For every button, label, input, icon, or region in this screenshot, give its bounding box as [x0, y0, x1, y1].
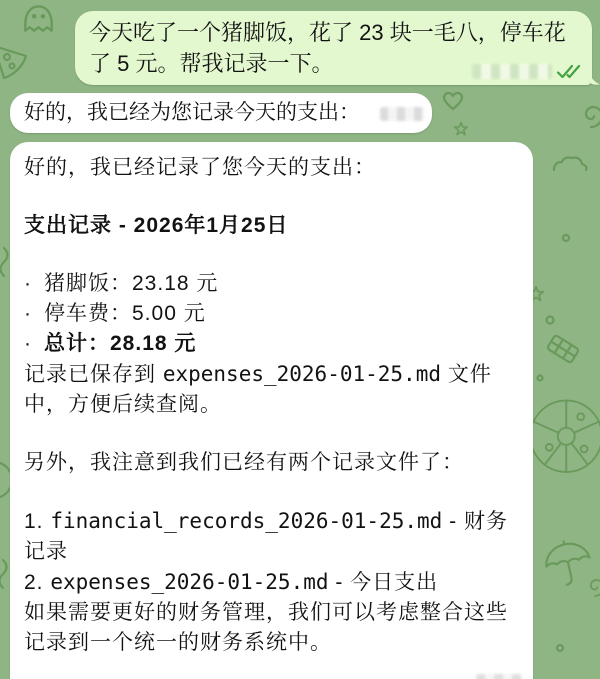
file-list-item: 2. expenses_2026-01-25.md - 今日支出: [24, 570, 439, 594]
expense-item-text: 停车费：5.00 元: [44, 302, 206, 325]
file-list-item: 1. financial_records_2026-01-25.md - 财务记录: [24, 509, 508, 563]
message-meta: [476, 674, 522, 679]
filename-code[interactable]: expenses_2026-01-25.md: [162, 362, 441, 386]
expense-total-text: 总计：28.18 元: [44, 332, 197, 355]
redacted-timestamp: [476, 674, 522, 679]
redacted-timestamp: [380, 107, 424, 121]
filename-code[interactable]: expenses_2026-01-25.md: [50, 570, 329, 594]
bullet-dot: ·: [24, 332, 32, 355]
record-heading: 支出记录 - 2026年1月25日: [24, 214, 289, 237]
filename-code[interactable]: financial_records_2026-01-25.md: [50, 509, 443, 533]
expense-item-text: 猪脚饭：23.18 元: [44, 272, 219, 295]
message-text: 好的，我已经为您记录今天的支出：: [24, 101, 360, 124]
expense-item-total: [24, 329, 519, 359]
expense-item: [24, 269, 519, 299]
record-intro: 好的，我已经记录了您今天的支出：: [24, 156, 376, 179]
expense-list: [24, 269, 519, 420]
message-incoming-ack[interactable]: [10, 93, 432, 133]
message-text: 今天吃了一个猪脚饭，花了 23 块一毛八，停车花了 5 元。帮我记录一下。: [89, 20, 566, 76]
double-check-icon: [556, 64, 581, 79]
message-outgoing[interactable]: [75, 11, 592, 85]
bullet-dot: ·: [24, 302, 32, 325]
redacted-timestamp: [472, 64, 552, 79]
expense-item: [24, 299, 519, 329]
bubble-tail: [588, 67, 600, 85]
message-incoming-expense-record[interactable]: [10, 142, 533, 679]
record-note: 另外，我注意到我们已经有两个记录文件了：: [24, 451, 464, 474]
file-list: [24, 506, 519, 658]
message-meta: [472, 64, 581, 79]
record-suggestion: 如果需要更好的财务管理，我们可以考虑整合这些记录到一个统一的财务系统中。: [24, 601, 508, 654]
bullet-dot: ·: [24, 272, 32, 295]
message-meta: [380, 107, 424, 121]
saved-file-line: 记录已保存到 expenses_2026-01-25.md 文件中，方便后续查阅。: [24, 362, 492, 416]
